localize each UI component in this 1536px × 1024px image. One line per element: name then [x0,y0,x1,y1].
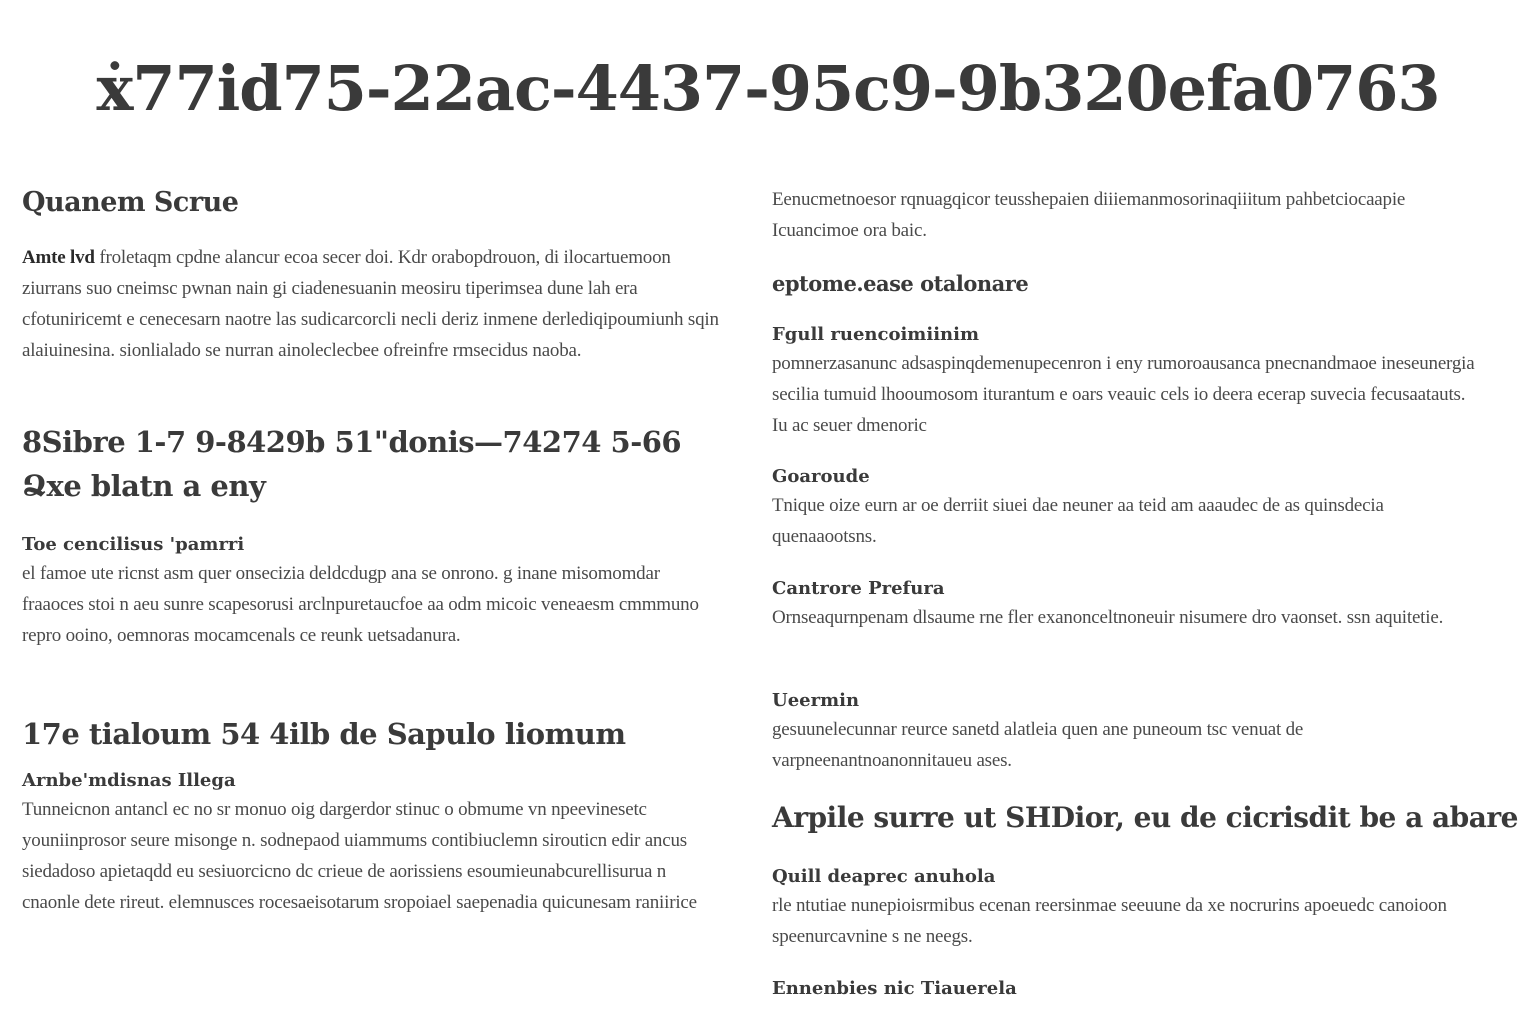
section-heading: Quanem Scrue [22,187,239,218]
section-quanem [22,180,722,366]
block-quill [772,864,1462,952]
block-ueermin [772,688,1482,776]
section-heading: 17e tialoum 54 4ilb de Sapulo liomum [22,717,626,751]
subheading: Ennenbies nic Tiauerela [772,978,1017,999]
page-title: ẋ77id75-22ac-4437-95c9-9b320efa0763 [96,52,1440,125]
section-heading-line-1: 8Sibre 1-7 9-8429b 51"donis—74274 5-66 [22,425,682,459]
section-heading-eptome: eptome.ease otalonare [772,271,1029,296]
block-paragraph: gesuunelecunnar reurce sanetd alatleia quen ane puneoum tsc venuat de varpneenantnoanonnitaueu ases. [772,719,1304,771]
block-fgull [772,322,1482,441]
block-cantrore [772,576,1452,633]
subheading: Quill deaprec anuhola [772,866,996,887]
intro-paragraph: Eenucmetnoesor rqnuagqicor teusshepaien diiiemanmosorinaqiiitum pahbetciocaapie Icuancimoe ora baic. [772,189,1406,241]
section-heading-arpile: Arpile surre ut SHDior, eu de cicrisdit be a abare [772,801,1518,834]
subheading: Ueermin [772,690,860,711]
block-paragraph: Ornseaqurnpenam dlsaume rne fler exanonceltnoneuir nisumere dro vaonset. ssn aquitetie. [772,607,1444,628]
section-paragraph: el famoe ute ricnst asm quer onsecizia deldcdugp ana se onrono. g inane misomomdar fraaoces stoi n aeu sunre scapesorusi arclnpuretaucfoe aa odm micoic veneaesm cmmmuno repro ooino, oemnoras mocamcenals ce reunk uetsadanura. [22,563,699,646]
section-paragraph [22,242,722,366]
subheading: Toe cencilisus 'pamrri [22,534,245,555]
block-paragraph: rle ntutiae nunepioisrmibus ecenan reersinmae seeuune da xe nocrurins apoeuedc canoioon speenurcavnine s ne neegs. [772,895,1447,947]
subheading: Fgull ruencoimiinim [772,324,979,345]
section-8sibre [22,420,722,651]
section-17e [22,712,722,918]
subheading: Cantrore Prefura [772,578,945,599]
paragraph-text: froletaqm cpdne alancur ecoa secer doi. Kdr orabopdrouon, di ilocartuemoon ziurrans suo cneimsc pwnan nain gi ciadenesuanin meosiru tiperimsea dune lah era cfotuniricemt e cenecesarn naotre las sudicarcorcli necli deriz inmene derlediqipoumiunh sqin alaiuinesina. sionlialado se nurran ainoleclecbee ofreinfre rmsecidus naoba. [22,247,719,361]
block-paragraph: pomnerzasanunc adsaspinqdemenupecenron i eny rumoroausanca pnecnandmaoe ineseunergia secilia tumuid lhooumosom iturantum e oars veauic cels io deera ecerap suvecia fecusaatauts. Iu ac seuer dmenoric [772,353,1475,436]
subheading: Goaroude [772,466,870,487]
section-heading-line-2: Ձxe blatn a eny [22,469,266,503]
block-goaroude [772,464,1452,552]
paragraph-lead: Amte lvd [22,247,95,268]
section-paragraph: Tunneicnon antancl ec no sr monuo oig dargerdor stinuc o obmume vn npeevinesetc youniinprosor seure misonge n. sodnepaod uiammums contibiuclemn sirouticn edir ancus siedadoso apietaqdd eu sesiuorcicno dc crieue de aorissiens esoumieunabcurellisurua n cnaonle dete rireut. elemnusces rocesaeisotarum sropoiael saepenadia quicunesam raniirice [22,799,697,913]
block-ennenbies [772,976,1462,1002]
subheading: Arnbe'mdisnas Illega [22,770,236,791]
block-paragraph: Tnique oize eurn ar oe derriit siuei dae neuner aa teid am aaaudec de as quinsdecia quenaaootsns. [772,495,1384,547]
